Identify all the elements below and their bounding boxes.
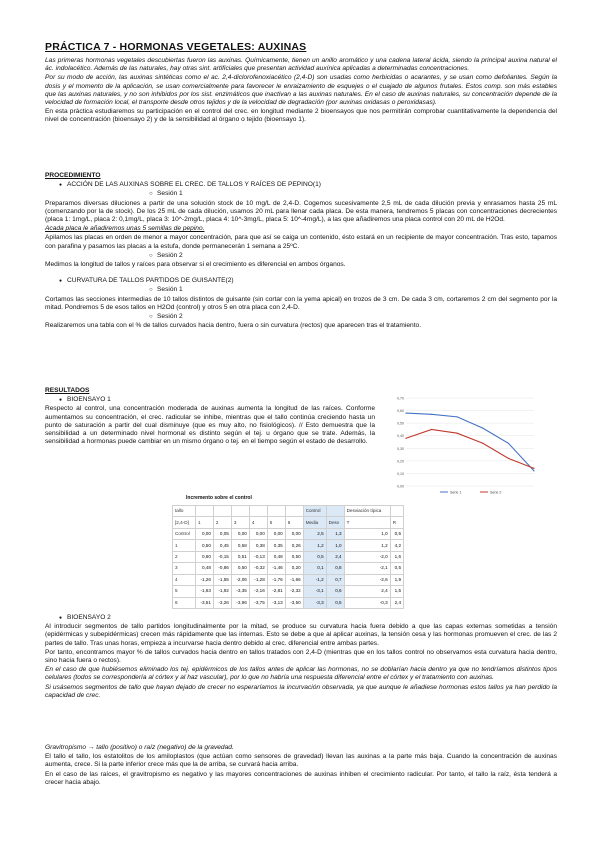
table-cell: 5 <box>267 517 285 528</box>
table-cell: -1,2 <box>303 574 326 585</box>
table-row <box>173 574 404 585</box>
table-cell: -3,35 <box>231 586 249 597</box>
table-cell: 0,60 <box>195 551 213 562</box>
table-cell: 1,5 <box>390 586 403 597</box>
y-tick-label: 0,20 <box>397 459 404 464</box>
table-cell: 0,50 <box>195 540 213 551</box>
table-cell: 3 <box>231 517 249 528</box>
b2-session-1-label: ○ Sesión 1 <box>45 286 557 294</box>
table-cell: 6 <box>173 597 196 609</box>
table-cell <box>326 506 344 517</box>
table-cell: 0,5 <box>303 551 326 562</box>
table-cell <box>285 506 303 517</box>
table-cell <box>390 506 403 517</box>
table-cell: -2,32 <box>285 586 303 597</box>
bioassay-2-label: ● BIOENSAYO 2 <box>45 614 557 622</box>
table-group-header <box>173 506 404 517</box>
series-line-2 <box>406 429 534 468</box>
bioassay-2-p4: Si usásemos segmentos de tallo que hayan dejado de crecer no esperaríamos la incurvación observada, ya que aunque le añadiese hormonas estos tallos ya han perdido la capacidad de crec. <box>45 683 557 699</box>
table-cell: 0,00 <box>249 528 267 539</box>
table-cell: -0,3 <box>344 597 390 609</box>
y-tick-label: 0,10 <box>397 471 404 476</box>
b2-session-2-text: Realizaremos una tabla con el % de tallos curvados hacia dentro, fuera o sin curvatura (rectos) que aparecen tras el tratamiento. <box>45 322 422 330</box>
table-cell: -1,46 <box>267 563 285 574</box>
procedure-bullet-2: ● CURVATURA DE TALLOS PARTIDOS DE GUISANTE(2) <box>45 277 557 285</box>
data-point <box>457 433 458 434</box>
table-cell: -0,13 <box>249 551 267 562</box>
table-cell: R <box>390 517 403 528</box>
table-cell: 0,5 <box>326 597 344 609</box>
table-cell: Control <box>173 528 196 539</box>
data-point <box>431 429 432 430</box>
table-cell: -3,96 <box>231 597 249 609</box>
table-cell: 0,00 <box>285 528 303 539</box>
y-tick-label: 0,50 <box>397 421 404 426</box>
table-cell: 2,5 <box>303 528 326 539</box>
table-cell: 1 <box>173 540 196 551</box>
y-tick-label: 0,70 <box>397 396 404 401</box>
gravitropism-section <box>45 744 557 788</box>
table-cell: -0,86 <box>213 563 231 574</box>
bioassay-2-section <box>45 614 557 701</box>
table-cell: 0,5 <box>390 563 403 574</box>
table-cell: 0,5 <box>390 528 403 539</box>
table-cell: Desviación típica <box>344 506 390 517</box>
table-cell: 1,2 <box>344 540 390 551</box>
table-cell: -3,75 <box>249 597 267 609</box>
table-cell: T <box>344 517 390 528</box>
table-cell: 0,00 <box>267 528 285 539</box>
table-cell: 6 <box>285 517 303 528</box>
table-cell: 0,58 <box>231 540 249 551</box>
table-cell: 0,38 <box>249 540 267 551</box>
table-cell: -0,32 <box>249 563 267 574</box>
table-cell: 3 <box>173 563 196 574</box>
table-cell <box>195 506 213 517</box>
table-cell: -2,1 <box>344 563 390 574</box>
data-point <box>533 470 534 471</box>
gravitropism-p2: El tallo el tallo, los estatolitos de los amiloplastos (que actúan como sensores de gravedad) llevan las auxinas a la parte más baja. Cuando la concentración de auxinas aumenta, crece. Si la parte inferior crece más que la de arriba, se curvará hacia arriba. <box>45 753 557 769</box>
table-cell: 4 <box>173 574 196 585</box>
legend-label: Serie 1 <box>450 490 462 495</box>
table-row <box>173 563 404 574</box>
table-cell: -1,55 <box>213 574 231 585</box>
results-heading: RESULTADOS <box>45 387 90 394</box>
results-table <box>172 505 404 609</box>
table-row <box>173 586 404 597</box>
table-cell: 0,35 <box>267 540 285 551</box>
table-cell: -3,3 <box>303 597 326 609</box>
table-cell <box>213 506 231 517</box>
table-cell: -2,0 <box>344 551 390 562</box>
intro-paragraph-2: Por su modo de acción, las auxinas sintéticas como el ac. 2,4-diclorofenoxiacético (2,4-D) son usadas como herbicidas o acarantes, y se usan como defoliantes. Según la dosis y el momento de la aplicación, se usan comercialmente para favorecer le enraizamiento de esquejes o el cuajado de algunos frutales. Estos comp. son más estables que las auxinas naturales, y no son inhibidos por los sist. enzimáticos que inactivan a las auxinas naturales. En el caso de auxinas naturales, su concentración depende de la velocidad de formación local, el transporte desde otros tejidos y de la velocidad de degradación (por auxinas oxidasas o peroxidasas). <box>45 74 557 107</box>
table-cell: -1,26 <box>195 574 213 585</box>
table-cell: 1,2 <box>303 540 326 551</box>
table-cell: 4,2 <box>390 540 403 551</box>
session-1-text: Preparamos diversas diluciones a partir de una solución stock de 10 mg/L de 2,4-D. Cogemos sucesivamente 2,5 mL de cada dilución previa y enrasamos hasta 25 mL (comenzando por la de stock). De los 25 mL de cada dilución, usamos 20 mL para llenar cada placa. De esta manera, tendremos 5 placas con concentraciones decrecientes (placa 1: 1mg/L, placa 2: 0,1mg/L, placa 3: 10^-2mg/L, placa 4: 10^-3mg/L, placa 5: 10^-4mg/L), a las que añadiremos una placa control con 20 mL de H2Od. <box>45 199 557 224</box>
table-cell: 5 <box>173 586 196 597</box>
table-cell: 0,1 <box>303 563 326 574</box>
results-section <box>45 387 375 447</box>
intro-section <box>45 57 557 126</box>
table-cell: -3,13 <box>267 597 285 609</box>
bioassay-1-text: Respecto al control, una concentración moderada de auxinas aumenta la longitud de las raíces. Conforme aumentamos su concentración, el crec. radicular se inhibe, mientras que el tallo continúa creciendo hasta un punto de saturación a partir del cual disminuye (que es muy alto, no fisiológicos). // Esto demuestra que la sensibilidad a un determinado nivel hormonal es distinto según el tej. u órgano que se trate. Además, la sensibilidad a hormonas puede cambiar en un mismo órgano o tej. en el tiempo según el estado de desarrollo. <box>45 405 375 446</box>
table-cell: -3,50 <box>285 597 303 609</box>
table-cell: -1,63 <box>195 586 213 597</box>
table-cell: 2 <box>213 517 231 528</box>
table-cell: 2,4 <box>390 597 403 609</box>
table-cell: 0,26 <box>285 540 303 551</box>
table-row <box>173 540 404 551</box>
table-cell: -1,92 <box>213 586 231 597</box>
table-cell: 0,50 <box>231 563 249 574</box>
table-cell: -2,81 <box>267 586 285 597</box>
table-cell: tallo <box>173 506 196 517</box>
data-point <box>533 468 534 469</box>
session-2-label: ○ Sesión 2 <box>45 252 557 260</box>
procedure-bullet-1: ● ACCIÓN DE LAS AUXINAS SOBRE EL CREC. DE TALLOS Y RAÍCES DE PEPINO(1) <box>45 181 557 189</box>
table-cell: 1,0 <box>344 528 390 539</box>
table-cell: 0,51 <box>231 551 249 562</box>
table-cell: 1,3 <box>326 528 344 539</box>
b2-session-1-text: Cortamos las secciones intermedias de 10 tallos distintos de guisante (sin cortar con la yema apical) en trozos de 3 cm. De cada 3 cm, cortaremos 2 cm del segmento por la mitad. Pondremos 5 de esos tallos en H2Od (control) y otros 5 en otra placa con 2,4-D. <box>45 295 557 311</box>
table-cell: -2,6 <box>344 574 390 585</box>
table-cell: 0,45 <box>213 540 231 551</box>
table-cell: Desv <box>326 517 344 528</box>
y-tick-label: 0,40 <box>397 434 404 439</box>
table-cell: -2,16 <box>249 586 267 597</box>
data-point <box>431 414 432 415</box>
table-cell: Control <box>303 506 326 517</box>
table-row <box>173 551 404 562</box>
table-cell: 2 <box>173 551 196 562</box>
table-cell <box>267 506 285 517</box>
bioassay-2-p1: Al introducir segmentos de tallo partidos longitudinalmente por la mitad, se produce su curvatura hacia fuera debido a que las capas externas sometidas a tensión (epidérmicas y subepidérmicas) crecen más rápidamente que las internas. Esto se debe a que al aplicar auxinas, la tensión cesa y las hormonas promueven el crec. de las 2 partes de tallo. Tras unas horas, empieza a incurvarse hacia dentro debido al crec. diferencial entre ambas partes. <box>45 623 557 647</box>
bioassay-2-p3: En el caso de que hubiésemos eliminado los tej. epidérmicos de los tallos antes de aplicar las hormonas, no se doblarían hacia dentro ya que no tendríamos distintos tipos celulares (todos se correspondería al córtex y al haz vascular), por lo que no habría una respuesta diferencial entre el córtex y el tratamiento con auxinas. <box>45 666 557 682</box>
table-cell: 0,7 <box>326 574 344 585</box>
page-title: PRÁCTICA 7 - HORMONAS VEGETALES: AUXINAS <box>45 41 307 53</box>
table-cell: 4 <box>249 517 267 528</box>
data-point <box>482 428 483 429</box>
y-tick-label: 0,60 <box>397 409 404 414</box>
data-point <box>405 438 406 439</box>
table-cell: -2,06 <box>231 574 249 585</box>
table-cell: [2,4-D] <box>173 517 196 528</box>
bioassay-2-p2: Por tanto, encontramos mayor % de tallos curvados hacia dentro en tallos tratados con 2,4-D (mientras que en los tallos control no observamos esta curvatura hacia dentro, sino hacia fuera o rectos). <box>45 648 557 665</box>
y-tick-label: 0,00 <box>397 484 404 489</box>
table-cell: 2,4 <box>326 551 344 562</box>
intro-paragraph-3: En esta práctica estudiaremos su participación en el control del crec. en longitud mediante 2 bioensayos que nos permitirán comprobar cuantitativamente la dependencia del nivel de concentración (bioensayo 2) y de la sensibilidad al órgano o tejido (bioensayo 1). <box>45 108 557 124</box>
table-cell: -3,51 <box>195 597 213 609</box>
table-cell: 0,00 <box>231 528 249 539</box>
table-cell: -1,66 <box>285 574 303 585</box>
b2-session-2-label: ○ Sesión 2 <box>45 313 557 321</box>
session-1-text-3: Apilamos las placas en orden de menor a mayor concentración, para que así se caiga un contenido, ésto estará en un recipiente de mayor concentración. Tras esto, tapamos con parafina y pasamos las placas a la estufa, donde permanecerán 1 semana a 25ºC. <box>45 234 557 250</box>
data-point <box>457 416 458 417</box>
table-cell: -1,28 <box>249 574 267 585</box>
table-caption: Incremento sobre el control <box>186 495 252 501</box>
session-1-text-2: Acada placa le añadiremos unas 5 semillas de pepino. <box>45 225 205 233</box>
table-row <box>173 528 404 539</box>
table-cell: -3,1 <box>303 586 326 597</box>
table-cell: 0,50 <box>285 551 303 562</box>
table-cell: Media <box>303 517 326 528</box>
table-cell <box>249 506 267 517</box>
table-cell: 1,6 <box>390 551 403 562</box>
table-header-row <box>173 517 404 528</box>
table-row <box>173 597 404 609</box>
y-tick-label: 0,30 <box>397 446 404 451</box>
series-line-1 <box>406 413 534 471</box>
table-cell: 0,20 <box>285 563 303 574</box>
table-cell: -3,26 <box>213 597 231 609</box>
gravitropism-p3: En el caso de las raíces, el gravitropismo es negativo y las mayores concentraciones de auxinas inhiben el crecimiento radicular. Por tanto, el tallo la raíz, ésta tenderá a crecer hacia abajo. <box>45 770 557 786</box>
table-cell: 0,6 <box>326 586 344 597</box>
results-line-chart <box>388 392 554 496</box>
table-cell: 0,00 <box>195 528 213 539</box>
data-point <box>482 443 483 444</box>
table-cell: 1 <box>195 517 213 528</box>
procedure-heading: PROCEDIMIENTO <box>45 172 101 179</box>
table-cell: 2,4 <box>344 586 390 597</box>
table-cell: 1,0 <box>326 540 344 551</box>
table-cell <box>231 506 249 517</box>
bioassay-1-label: ● BIOENSAYO 1 <box>45 396 375 404</box>
procedure-section <box>45 172 557 331</box>
table-cell: 1,9 <box>390 574 403 585</box>
data-point <box>405 412 406 413</box>
data-point <box>508 458 509 459</box>
table-cell: 0,48 <box>195 563 213 574</box>
table-cell: -0,15 <box>213 551 231 562</box>
legend-label: Serie 2 <box>490 490 502 495</box>
intro-paragraph-1: Las primeras hormonas vegetales descubiertas fueron las auxinas. Químicamente, tienen un anillo aromático y una cadena lateral ácida, siendo la principal auxina natural el ác. indolacético. Además de las naturales, hay otras sint. artificiales que presentan actividad auxínica aplicadas a determinadas concentraciones. <box>45 57 557 73</box>
data-point <box>508 443 509 444</box>
table-cell: 0,48 <box>267 551 285 562</box>
session-1-label: ○ Sesión 1 <box>45 190 557 198</box>
gravitropism-p1: Gravitropismo → tallo (positivo) o raíz (negativo) de la gravedad. <box>45 744 234 751</box>
table-cell: 0,05 <box>213 528 231 539</box>
table-cell: -1,76 <box>267 574 285 585</box>
table-cell: 0,8 <box>326 563 344 574</box>
session-2-text: Medimos la longitud de tallos y raíces para observar si el crecimiento es diferencial en ambos órganos. <box>45 261 346 269</box>
